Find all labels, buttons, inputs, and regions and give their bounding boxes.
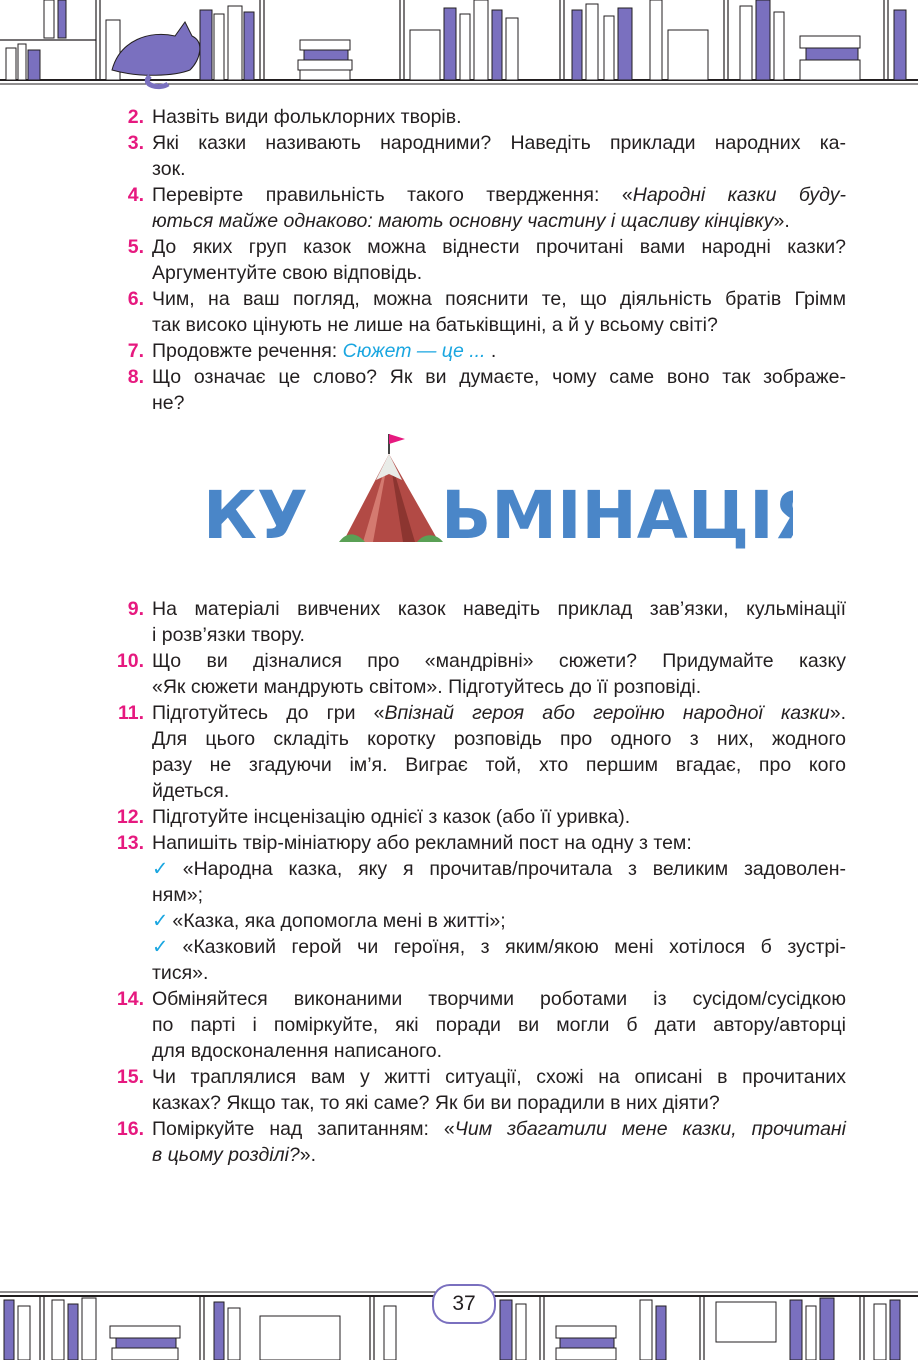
question-11 — [117, 700, 846, 804]
question-text: в цьому розділі?». — [152, 1144, 317, 1166]
question-15 — [116, 1064, 846, 1116]
question-text: так високо цінують не лише на батьківщині, а й у всьому світі? — [152, 314, 718, 336]
bullet-item: ✓ «Казковий герой чи героїня, з яким/якою мені хотілося б зустрі- — [152, 936, 846, 958]
question-text: зок. — [152, 158, 186, 180]
question-10 — [116, 648, 846, 700]
top-bookshelf-border — [0, 0, 918, 92]
question-text: казках? Якщо так, то які саме? Як би ви порадили в них діяти? — [152, 1092, 720, 1114]
question-13 — [116, 830, 847, 986]
question-text: Перевірте правильність такого твердження: «Народні казки буду- — [152, 184, 846, 206]
question-text: Що означає це слово? Як ви думаєте, чому саме воно так зображе- — [152, 366, 846, 388]
question-number: 4. — [127, 184, 144, 206]
question-text: для вдосконалення написаного. — [152, 1040, 443, 1062]
question-number: 7. — [127, 340, 144, 362]
mountain-peak-icon — [339, 434, 443, 542]
question-5 — [127, 234, 846, 286]
question-text: Поміркуйте над запитанням: «Чим збагатили мене казки, прочитані — [152, 1118, 846, 1140]
question-number: 10. — [116, 650, 144, 672]
check-icon: ✓ — [152, 910, 169, 932]
question-7 — [127, 338, 846, 364]
question-text: Підготуйте інсценізацію однієї з казок (або її уривка). — [152, 806, 631, 828]
question-number: 14. — [116, 988, 144, 1010]
question-4 — [127, 182, 846, 234]
question-text: Назвіть види фольклорних творів. — [152, 106, 462, 128]
question-number: 11. — [117, 702, 144, 724]
bullet-continuation: ням»; — [152, 884, 203, 906]
question-number: 6. — [127, 288, 144, 310]
question-number: 12. — [116, 806, 144, 828]
question-number: 3. — [127, 132, 144, 154]
question-text: Які казки називають народними? Наведіть приклади народних ка- — [152, 132, 846, 154]
question-text: Обміняйтеся виконаними творчими роботами із сусідом/сусідкою — [152, 988, 846, 1010]
question-number: 8. — [127, 366, 144, 388]
question-text: Аргументуйте свою відповідь. — [152, 262, 423, 284]
question-text: ються майже однаково: мають основну частину і щасливу кінцівку». — [152, 210, 790, 232]
question-text: Напишіть твір-мініатюру або рекламний пост на одну з тем: — [152, 832, 692, 854]
question-text: Підготуйтесь до гри «Впізнай героя або героїню народної казки». — [152, 702, 846, 724]
question-text: «Як сюжети мандрують світом». Підготуйтесь до її розповіді. — [152, 676, 702, 698]
question-16 — [116, 1116, 846, 1168]
page-number: 37 — [432, 1284, 496, 1324]
word-art-left: КУ — [203, 477, 308, 554]
question-text: йдеться. — [152, 780, 230, 802]
question-number: 16. — [116, 1118, 144, 1140]
question-text: Чим, на ваш погляд, можна пояснити те, що діяльність братів Грімм — [152, 288, 846, 310]
question-2 — [127, 104, 846, 130]
question-3 — [127, 130, 846, 182]
question-number: 2. — [127, 106, 144, 128]
question-text: На матеріалі вивчених казок наведіть приклад зав’язки, кульмінації — [152, 598, 846, 620]
question-14 — [116, 986, 846, 1064]
question-12 — [116, 804, 846, 830]
bullet-continuation: тися». — [152, 962, 209, 984]
question-9 — [127, 596, 846, 648]
question-text: разу не згадуючи ім’я. Виграє той, хто першим вгадає, про кого — [152, 754, 846, 776]
bullet-item: ✓ «Народна казка, яку я прочитав/прочитала з великим задоволен- — [152, 858, 847, 880]
word-art-right: ЬМІНАЦІЯ — [441, 477, 793, 554]
question-text: не? — [152, 392, 185, 414]
question-text: Продовжте речення: Сюжет — це ... . — [152, 340, 497, 362]
question-6 — [127, 286, 846, 338]
check-icon: ✓ — [152, 936, 179, 958]
question-text: До яких груп казок можна віднести прочитані вами народні казки? — [152, 236, 846, 258]
question-number: 9. — [127, 598, 144, 620]
question-number: 5. — [127, 236, 144, 258]
question-text: Що ви дізналися про «мандрівні» сюжети? Придумайте казку — [152, 650, 846, 672]
question-text: по парті і поміркуйте, які поради ви могли б дати автору/авторці — [152, 1014, 846, 1036]
question-text: Для цього складіть коротку розповідь про одного з них, жодного — [152, 728, 846, 750]
culmination-word-art — [203, 430, 793, 570]
bullet-item: ✓ «Казка, яка допомогла мені в житті»; — [152, 910, 506, 932]
question-text: Чи траплялися вам у житті ситуації, схожі на описані в прочитаних — [152, 1066, 846, 1088]
question-number: 15. — [116, 1066, 144, 1088]
check-icon: ✓ — [152, 858, 179, 880]
question-number: 13. — [116, 832, 144, 854]
question-text: і розв’язки твору. — [152, 624, 305, 646]
question-8 — [127, 364, 846, 416]
